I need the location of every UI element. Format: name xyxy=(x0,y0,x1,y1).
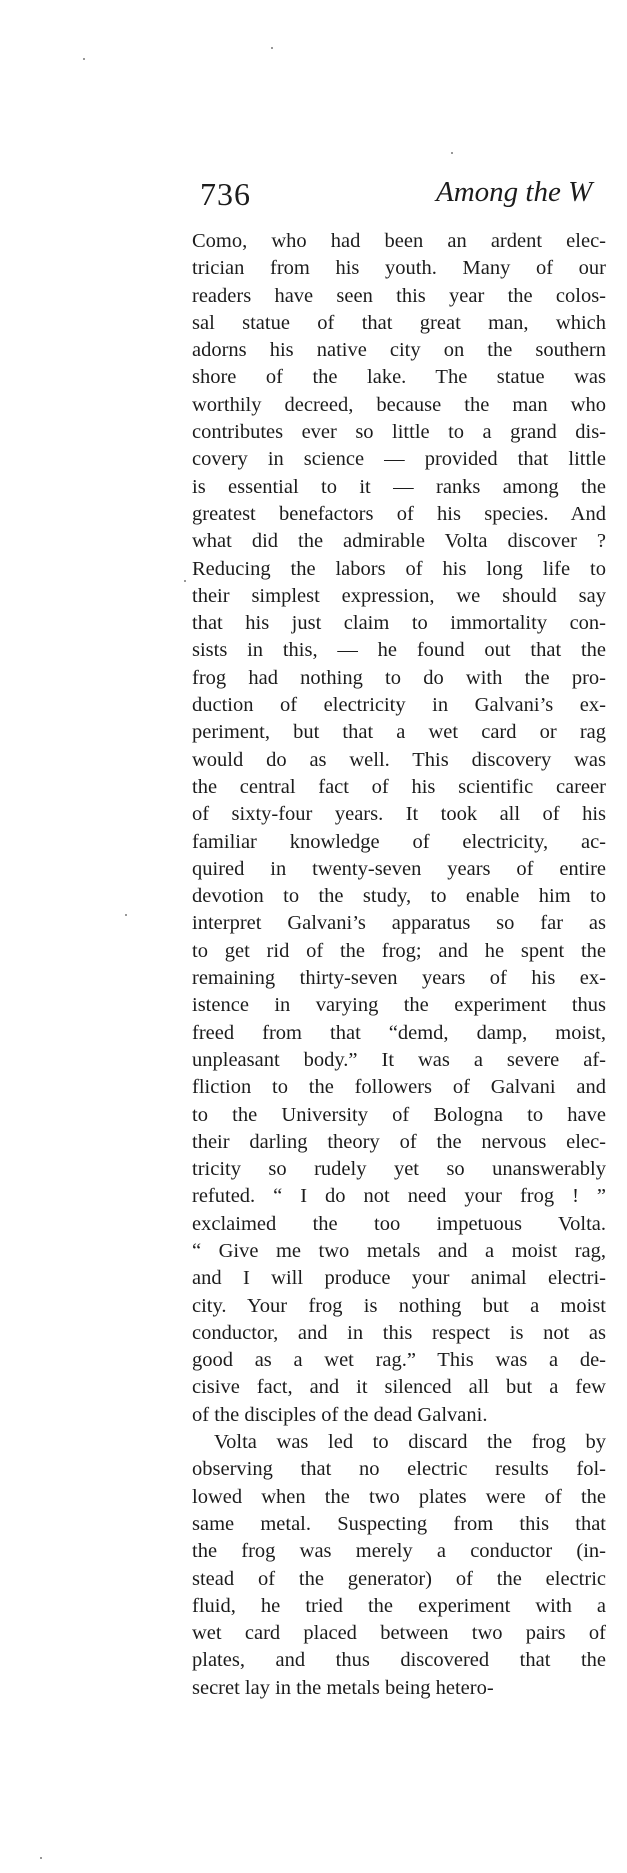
text-line: what did the admirable Volta discover ? xyxy=(192,530,606,553)
text-line: Reducing the labors of his long life to xyxy=(192,557,606,580)
text-line: freed from that “demd, damp, moist, xyxy=(192,1021,606,1044)
text-line: Como, who had been an ardent elec- xyxy=(192,230,606,252)
text-line: observing that no electric results fol- xyxy=(192,1458,606,1481)
text-line: sists in this, — he found out that the xyxy=(192,639,606,662)
paragraph xyxy=(192,228,606,1429)
text-line: interpret Galvani’s apparatus so far as xyxy=(192,912,606,935)
text-line: greatest benefactors of his species. And xyxy=(192,502,606,525)
paper-speck xyxy=(184,580,186,582)
text-line: periment, but that a wet card or rag xyxy=(192,721,606,744)
text-line: Volta was led to discard the frog by xyxy=(214,1431,606,1454)
paper-speck xyxy=(83,58,85,60)
text-line: that his just claim to immortality con- xyxy=(192,612,606,635)
text-line: the frog was merely a conductor (in- xyxy=(192,1540,606,1563)
text-line: readers have seen this year the colos- xyxy=(192,284,606,307)
text-line: sal statue of that great man, which xyxy=(192,311,606,334)
text-line: good as a wet rag.” This was a de- xyxy=(192,1349,606,1372)
text-line: adorns his native city on the southern xyxy=(192,339,606,362)
text-line: lowed when the two plates were of the xyxy=(192,1485,606,1508)
text-line: shore of the lake. The statue was xyxy=(192,366,606,389)
text-line: is essential to it — ranks among the xyxy=(192,475,606,498)
text-line: worthily decreed, because the man who xyxy=(192,393,606,416)
text-line: conductor, and in this respect is not as xyxy=(192,1321,606,1344)
text-line: unpleasant body.” It was a severe af- xyxy=(192,1048,606,1071)
paper-speck xyxy=(40,1857,42,1859)
text-line: familiar knowledge of electricity, ac- xyxy=(192,830,606,853)
text-line: contributes ever so little to a grand dis- xyxy=(192,421,606,444)
text-line: to get rid of the frog; and he spent the xyxy=(192,939,606,962)
text-line: istence in varying the experiment thus xyxy=(192,994,606,1017)
text-line: fluid, he tried the experiment with a xyxy=(192,1594,606,1617)
paper-speck xyxy=(125,914,127,916)
text-line: tricity so rudely yet so unanswerably xyxy=(192,1158,606,1181)
text-line: wet card placed between two pairs of xyxy=(192,1622,606,1645)
text-line: city. Your frog is nothing but a moist xyxy=(192,1294,606,1317)
text-line: devotion to the study, to enable him to xyxy=(192,885,606,908)
text-line: frog had nothing to do with the pro- xyxy=(192,666,606,689)
text-line: “ Give me two metals and a moist rag, xyxy=(192,1239,606,1262)
text-line: plates, and thus discovered that the xyxy=(192,1649,606,1672)
text-line: of the disciples of the dead Galvani. xyxy=(192,1403,488,1426)
text-line: their darling theory of the nervous elec- xyxy=(192,1130,606,1153)
text-line: fliction to the followers of Galvani and xyxy=(192,1076,606,1099)
text-line: would do as well. This discovery was xyxy=(192,748,606,771)
paragraph xyxy=(192,1429,606,1702)
page-number: 736 xyxy=(200,176,251,212)
paper-speck xyxy=(451,152,453,154)
text-line: cisive fact, and it silenced all but a few xyxy=(192,1376,606,1399)
text-line: the central fact of his scientific career xyxy=(192,775,606,798)
text-line: same metal. Suspecting from this that xyxy=(192,1512,606,1535)
text-line: to the University of Bologna to have xyxy=(192,1103,606,1126)
paper-speck xyxy=(271,47,273,49)
running-head: Among the W xyxy=(436,176,593,208)
text-line: duction of electricity in Galvani’s ex- xyxy=(192,694,606,717)
text-line: their simplest expression, we should say xyxy=(192,584,606,607)
text-line: quired in twenty-seven years of entire xyxy=(192,857,606,880)
text-line: stead of the generator) of the electric xyxy=(192,1567,606,1590)
text-line: of sixty-four years. It took all of his xyxy=(192,803,606,826)
body-text xyxy=(192,228,606,1702)
text-line: covery in science — provided that little xyxy=(192,448,606,471)
text-line: refuted. “ I do not need your frog ! ” xyxy=(192,1185,606,1208)
text-line: trician from his youth. Many of our xyxy=(192,257,606,280)
text-line: and I will produce your animal electri- xyxy=(192,1267,606,1290)
text-line: remaining thirty-seven years of his ex- xyxy=(192,967,606,990)
text-line: exclaimed the too impetuous Volta. xyxy=(192,1212,606,1235)
text-line: secret lay in the metals being hetero- xyxy=(192,1676,494,1699)
